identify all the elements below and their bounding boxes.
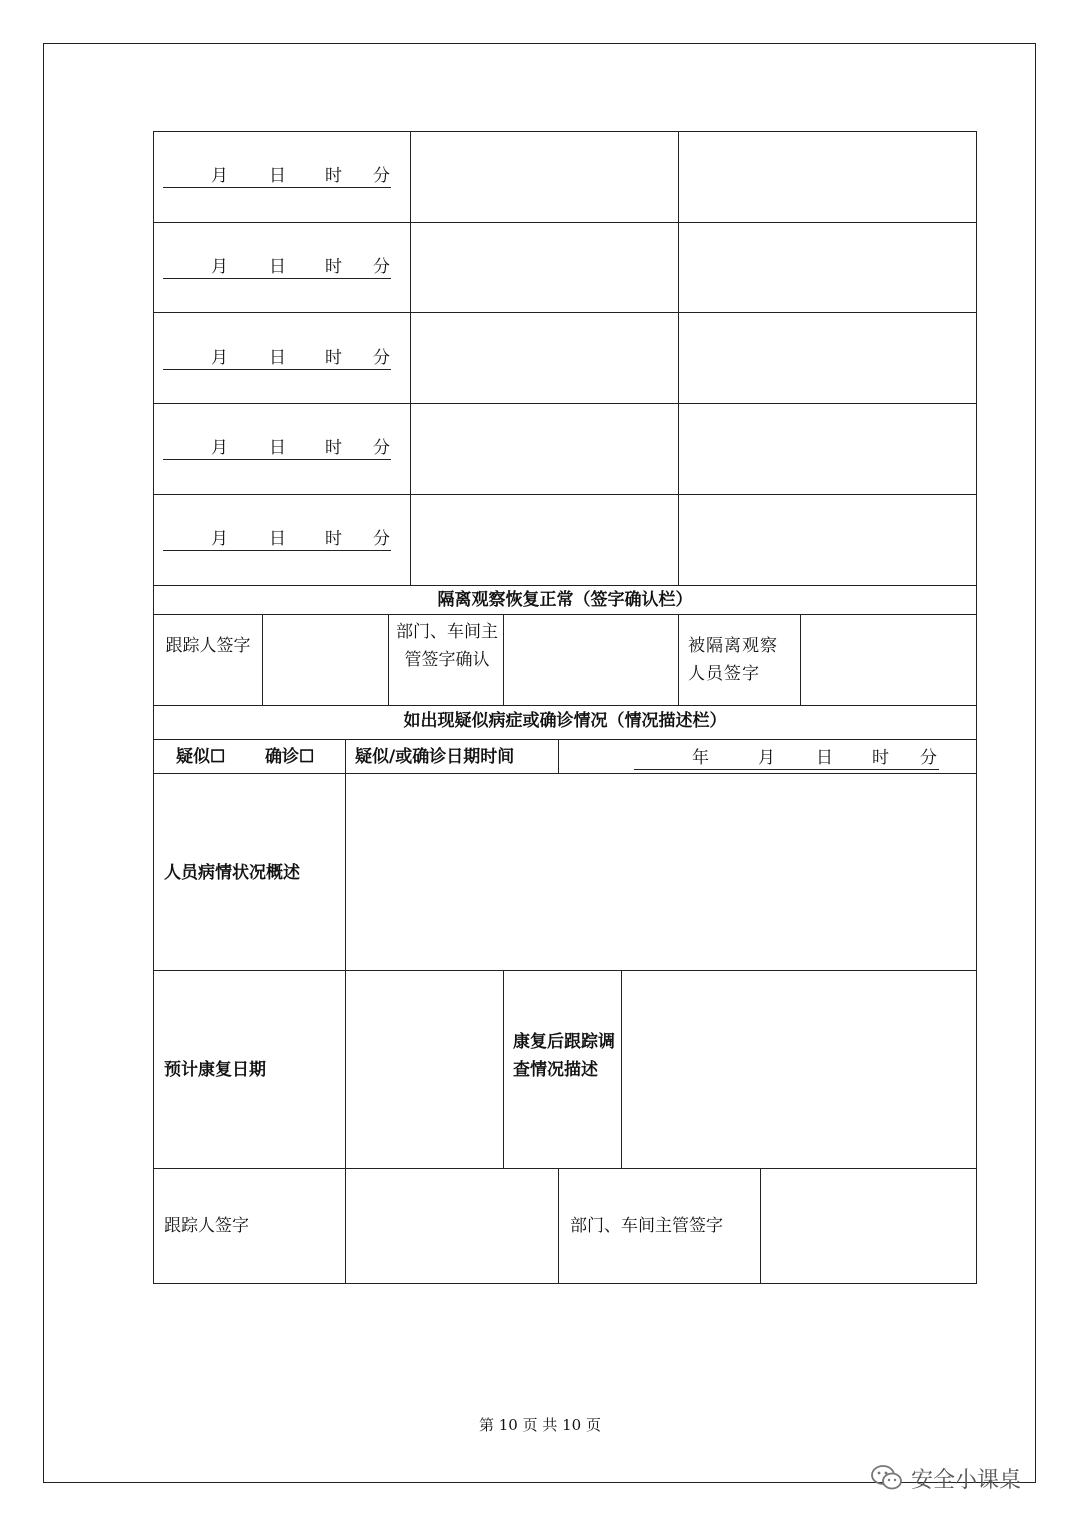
isolated-sign-label: 被隔离观察人员签字	[688, 636, 778, 684]
expected-recovery-label: 预计康复日期	[164, 1060, 266, 1080]
final-dept-sign-label: 部门、车间主管签字	[570, 1216, 723, 1236]
final-tracker-sign-field[interactable]	[346, 1169, 557, 1283]
date-field-row-4[interactable]: 月 日 时 分	[163, 437, 391, 460]
dept-sign-field[interactable]	[504, 615, 677, 704]
date-field-row-3[interactable]: 月 日 时 分	[163, 347, 391, 370]
dept-sign-label: 部门、车间主管签字确认	[396, 622, 498, 670]
date-field-row-1[interactable]: 月 日 时 分	[163, 165, 391, 188]
recovery-section-title: 隔离观察恢复正常（签字确认栏）	[437, 590, 693, 610]
date-field-row-5[interactable]: 月 日 时 分	[163, 528, 391, 551]
wechat-icon	[870, 1464, 904, 1498]
isolated-sign-field[interactable]	[801, 615, 976, 704]
watermark-text: 安全小课桌	[911, 1468, 1022, 1493]
tracker-sign-field[interactable]	[263, 615, 387, 704]
confirmed-checkbox[interactable]: 确诊☐	[265, 747, 315, 767]
tracker-sign-label: 跟踪人签字	[165, 636, 251, 656]
page-number: 第 10 页 共 10 页	[478, 1416, 601, 1434]
post-recovery-label: 康复后跟踪调查情况描述	[513, 1032, 615, 1080]
suspected-checkbox[interactable]: 疑似☐	[176, 747, 226, 767]
suspected-datetime-field[interactable]: 年 月 日 时 分	[634, 747, 939, 770]
datetime-label: 疑似/或确诊日期时间	[355, 747, 515, 767]
watermark	[870, 1463, 1021, 1498]
final-tracker-sign-label: 跟踪人签字	[164, 1216, 249, 1236]
condition-summary-label: 人员病情状况概述	[164, 863, 300, 883]
suspected-section-title: 如出现疑似病症或确诊情况（情况描述栏）	[403, 711, 727, 731]
expected-recovery-field[interactable]	[346, 971, 503, 1167]
final-dept-sign-field[interactable]	[761, 1169, 976, 1283]
date-field-row-2[interactable]: 月 日 时 分	[163, 256, 391, 279]
condition-summary-field[interactable]	[346, 774, 976, 970]
post-recovery-field[interactable]	[622, 971, 976, 1167]
